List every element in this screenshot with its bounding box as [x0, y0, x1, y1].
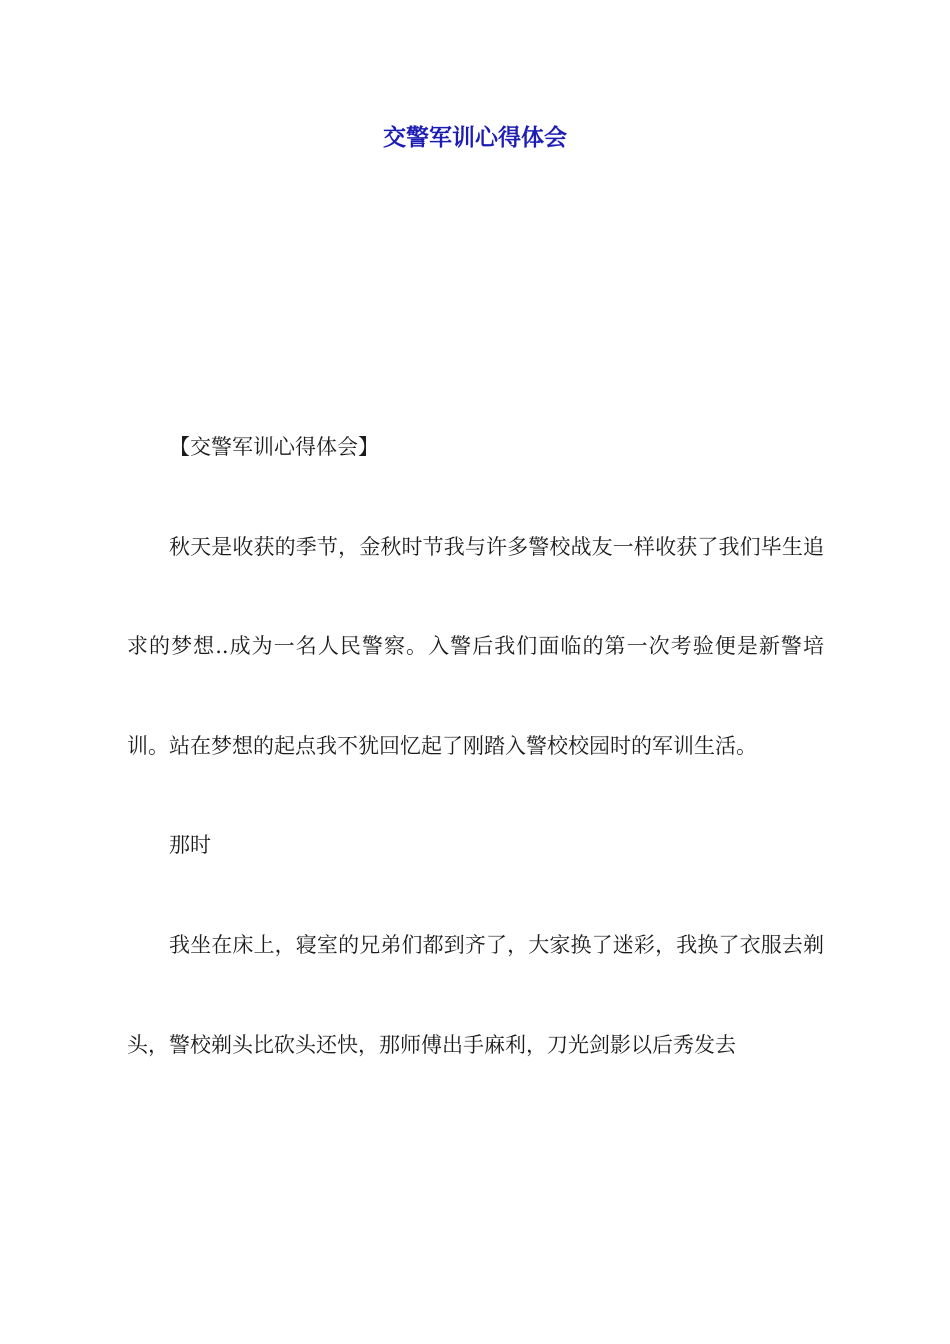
paragraph: 那时 — [169, 833, 211, 858]
paragraph: 我坐在床上，寝室的兄弟们都到齐了，大家换了迷彩，我换了衣服去剃头，警校剃头比砍头还快，那师傅出手麻利，刀光剑影以后秀发去 — [127, 932, 824, 1057]
paragraph-heading: 【交警军训心得体会】 — [169, 435, 379, 459]
paragraph: 秋天是收获的季节，金秋时节我与许多警校战友一样收获了我们毕生追求的梦想..成为一名人民警察。入警后我们面临的第一次考验便是新警培训。站在梦想的起点我不犹回忆起了刚踏入警校校园时的军训生活。 — [127, 534, 824, 758]
page-title: 交警军训心得体会 — [383, 125, 567, 151]
document-body — [127, 398, 824, 1095]
